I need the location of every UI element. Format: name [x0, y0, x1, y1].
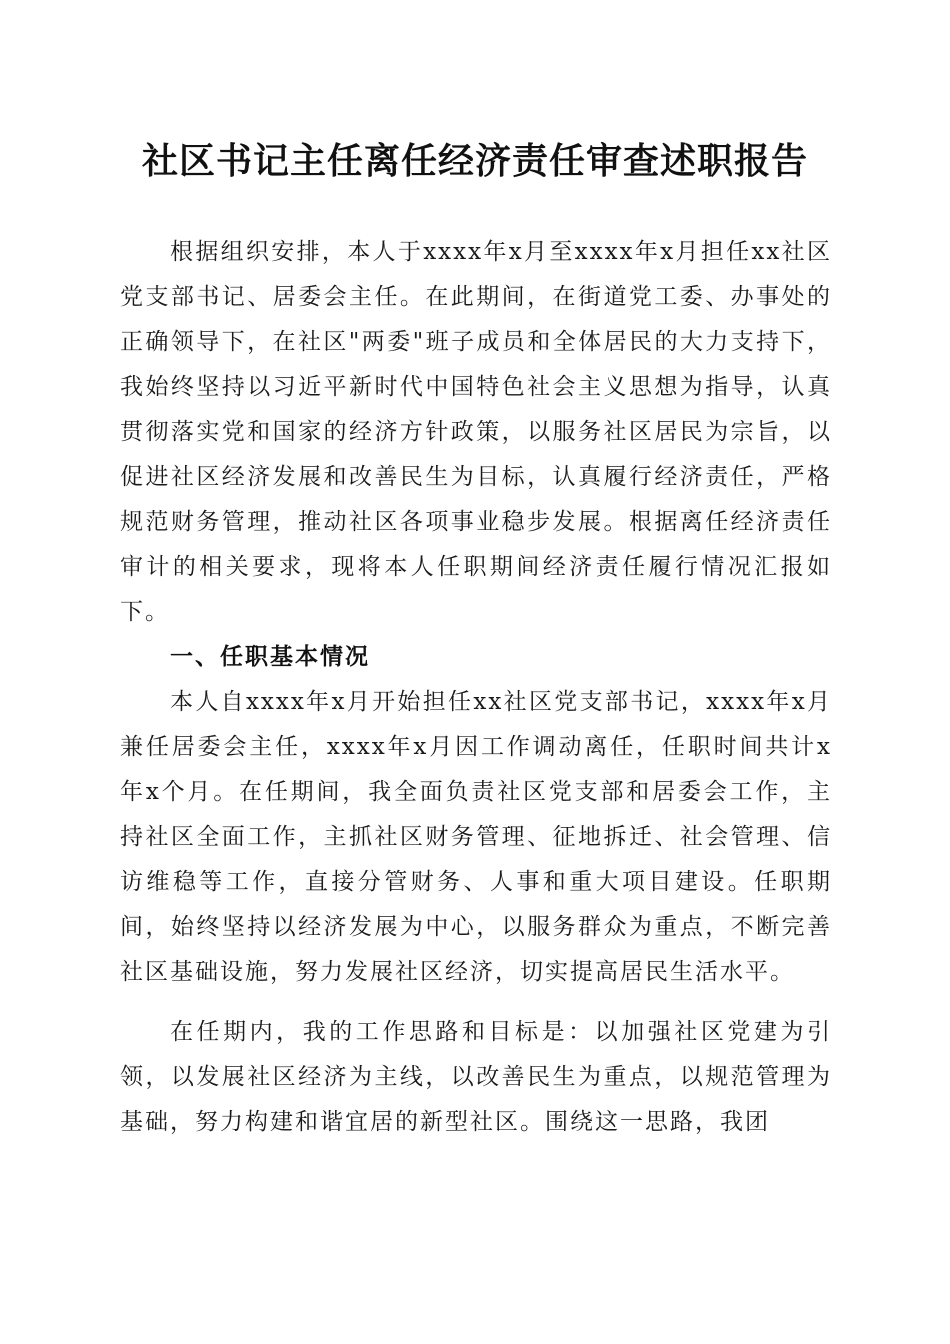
- intro-paragraph: 根据组织安排，本人于xxxx年x月至xxxx年x月担任xx社区党支部书记、居委会主任。在此期间，在街道党工委、办事处的正确领导下，在社区"两委"班子成员和全体居民的大力支持下，我始终坚持以习近平新时代中国特色社会主义思想为指导，认真贯彻落实党和国家的经济方针政策，以服务社区居民为宗旨，以促进社区经济发展和改善民生为目标，认真履行经济责任，严格规范财务管理，推动社区各项事业稳步发展。根据离任经济责任审计的相关要求，现将本人任职期间经济责任履行情况汇报如下。: [120, 239, 832, 625]
- section-heading-basic-info: 一、任职基本情况: [170, 644, 370, 670]
- document-body: [120, 230, 832, 1145]
- document-title: 社区书记主任离任经济责任审查述职报告: [141, 140, 808, 182]
- basic-info-paragraph: 本人自xxxx年x月开始担任xx社区党支部书记，xxxx年x月兼任居委会主任，xxxx年x月因工作调动离任，任职时间共计x年x个月。在任期间，我全面负责社区党支部和居委会工作，主持社区全面工作，主抓社区财务管理、征地拆迁、社会管理、信访维稳等工作，直接分管财务、人事和重大项目建设。任职期间，始终坚持以经济发展为中心，以服务群众为重点，不断完善社区基础设施，努力发展社区经济，切实提高居民生活水平。: [120, 689, 832, 985]
- work-goals-paragraph: 在任期内，我的工作思路和目标是：以加强社区党建为引领，以发展社区经济为主线，以改善民生为重点，以规范管理为基础，努力构建和谐宜居的新型社区。围绕这一思路，我团: [120, 1019, 832, 1135]
